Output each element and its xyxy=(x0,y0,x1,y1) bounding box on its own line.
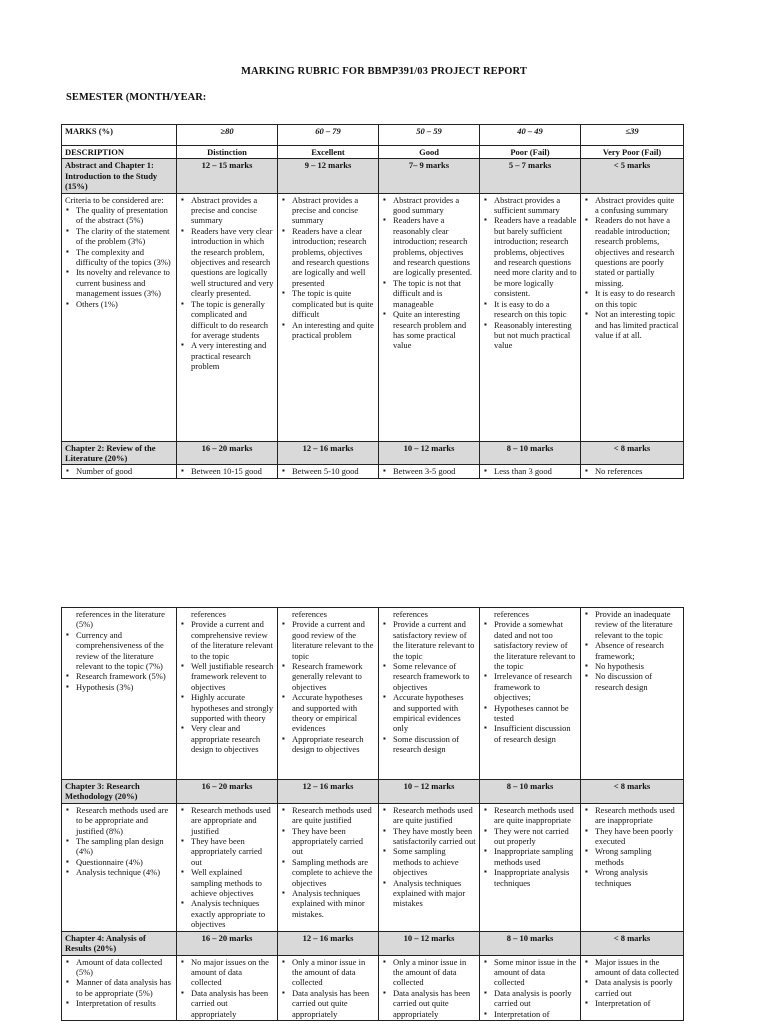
descriptor-list xyxy=(584,466,680,476)
list-item: ▪ Inappropriate sampling methods used xyxy=(494,846,577,867)
descriptor-list xyxy=(483,805,577,888)
list-item: ▪ Some sampling methods to achieve objectives xyxy=(393,846,476,877)
descriptor-list xyxy=(180,619,274,754)
marks-header-row xyxy=(62,125,684,146)
marks-band: 12 – 16 marks xyxy=(278,441,379,465)
marks-label: MARKS (%) xyxy=(62,125,177,146)
marks-band: < 8 marks xyxy=(581,441,684,465)
list-item: ▪ Highly accurate hypotheses and strongly supported with theory xyxy=(191,692,274,723)
marks-band: 5 – 7 marks xyxy=(480,159,581,193)
descriptor-cell xyxy=(480,955,581,1020)
list-item: ▪ Research methods used are inappropriate xyxy=(595,805,680,826)
list-item: ▪ Readers have very clear introduction in which the research problem, objectives and research questions are logically well structured and very clearly presented. xyxy=(191,226,274,299)
descriptor-cell xyxy=(278,465,379,478)
list-item: ▪ It is easy to do a research on this topic xyxy=(494,299,577,320)
criteria-intro: Criteria to be considered are: xyxy=(65,194,164,205)
list-item: ▪ Others (1%) xyxy=(76,299,173,309)
criteria-row-chapter2-continued xyxy=(62,608,684,780)
range-very-poor: ≤39 xyxy=(581,125,684,146)
list-item: ▪ Readers have a clear introduction; research problems, objectives and research questions are logically and well presented xyxy=(292,226,375,288)
descriptor-list xyxy=(382,195,476,351)
list-item: ▪ The clarity of the statement of the problem (3%) xyxy=(76,226,173,247)
descriptor-cell xyxy=(379,803,480,931)
criteria-list xyxy=(65,466,173,476)
list-item: ▪ Some discussion of research design xyxy=(393,734,476,755)
list-item: ▪ Analysis techniques explained with major mistakes xyxy=(393,878,476,909)
descriptor-cell xyxy=(177,955,278,1020)
section-title-chapter1: Abstract and Chapter 1: Introduction to the Study (15%) xyxy=(62,159,177,193)
list-item: ▪ They have been appropriately carried out xyxy=(292,826,375,857)
marks-band: < 5 marks xyxy=(581,159,684,193)
list-item: ▪ Hypotheses cannot be tested xyxy=(494,703,577,724)
list-item: ▪ Interpretation of xyxy=(494,1009,577,1019)
descriptor-list xyxy=(483,195,577,351)
document-title: MARKING RUBRIC FOR BBMP391/03 PROJECT REPORT xyxy=(241,66,527,77)
range-good: 50 – 59 xyxy=(379,125,480,146)
descriptor-list xyxy=(180,957,274,1019)
continuation-text: references xyxy=(191,609,226,619)
criteria-row-chapter3 xyxy=(62,803,684,931)
descriptor-list xyxy=(281,195,375,341)
descriptor-cell xyxy=(379,465,480,478)
list-item: ▪ Abstract provides a sufficient summary xyxy=(494,195,577,216)
descriptor-list xyxy=(382,805,476,909)
marks-band: 10 – 12 marks xyxy=(379,780,480,804)
descriptor-cell xyxy=(379,193,480,441)
list-item: ▪ The sampling plan design (4%) xyxy=(76,836,173,857)
list-item: ▪ Insufficient discussion of research design xyxy=(494,723,577,744)
list-item: ▪ The topic is generally complicated and difficult to do research for average students xyxy=(191,299,274,341)
list-item: ▪ Abstract provides a precise and concise summary xyxy=(292,195,375,226)
list-item: ▪ Irrelevance of research framework to objectives; xyxy=(494,671,577,702)
descriptor-list xyxy=(382,466,476,476)
descriptor-cell xyxy=(278,803,379,931)
criteria-list xyxy=(65,630,173,692)
list-item: ▪ Between 10-15 good xyxy=(191,466,274,476)
list-item: ▪ Reasonably interesting but not much practical value xyxy=(494,320,577,351)
list-item: ▪ Manner of data analysis has to be appropriate (5%) xyxy=(76,977,173,998)
section-row-chapter1 xyxy=(62,159,684,193)
descriptor-cell xyxy=(581,465,684,478)
list-item: ▪ Provide an inadequate review of the literature relevant to the topic xyxy=(595,609,680,640)
list-item: ▪ Interpretation of xyxy=(595,998,680,1008)
continuation-text: references xyxy=(393,609,428,619)
list-item: ▪ It is easy to do research on this topic xyxy=(595,288,680,309)
list-item: ▪ The quality of presentation of the abstract (5%) xyxy=(76,205,173,226)
section-title-chapter4: Chapter 4: Analysis of Results (20%) xyxy=(62,931,177,955)
list-item: ▪ Between 5-10 good xyxy=(292,466,375,476)
list-item: ▪ Well justifiable research framework relevent to objectives xyxy=(191,661,274,692)
list-item: ▪ Data analysis has been carried out quite appropriately xyxy=(393,988,476,1019)
descriptor-cell xyxy=(177,608,278,780)
marks-band: 10 – 12 marks xyxy=(379,441,480,465)
list-item: ▪ Research methods used are appropriate and justified xyxy=(191,805,274,836)
list-item: ▪ Research framework (5%) xyxy=(76,671,173,681)
list-item: ▪ No hypothesis xyxy=(595,661,680,671)
list-item: ▪ Analysis techniques explained with minor mistakes. xyxy=(292,888,375,919)
list-item: ▪ Interpretation of results xyxy=(76,998,173,1008)
list-item: ▪ No discussion of research design xyxy=(595,671,680,692)
list-item: ▪ Questionnaire (4%) xyxy=(76,857,173,867)
list-item: ▪ Hypothesis (3%) xyxy=(76,682,173,692)
section-row-chapter2 xyxy=(62,441,684,465)
list-item: ▪ The topic is not that difficult and is manageable xyxy=(393,278,476,309)
descriptor-cell xyxy=(177,193,278,441)
grade-poor: Poor (Fail) xyxy=(480,146,581,159)
list-item: ▪ They have mostly been satisfactorily carried out xyxy=(393,826,476,847)
list-item: ▪ Some minor issue in the amount of data collected xyxy=(494,957,577,988)
list-item: ▪ No references xyxy=(595,466,680,476)
grade-excellent: Excellent xyxy=(278,146,379,159)
descriptor-cell xyxy=(177,465,278,478)
marks-band: 9 – 12 marks xyxy=(278,159,379,193)
marks-band: 16 – 20 marks xyxy=(177,780,278,804)
list-item: ▪ Readers have a reasonably clear introduction; research problems, objectives and research questions are logically presented. xyxy=(393,215,476,277)
descriptor-list xyxy=(180,195,274,372)
list-item: ▪ Inappropriate analysis techniques xyxy=(494,867,577,888)
marks-band: 8 – 10 marks xyxy=(480,441,581,465)
list-item: ▪ A very interesting and practical research problem xyxy=(191,340,274,371)
criteria-cell xyxy=(62,803,177,931)
descriptor-cell xyxy=(480,465,581,478)
section-title-chapter2: Chapter 2: Review of the Literature (20%) xyxy=(62,441,177,465)
descriptor-list xyxy=(584,805,680,888)
rubric-table-page2 xyxy=(61,607,684,1021)
descriptor-list xyxy=(584,195,680,341)
criteria-list xyxy=(65,957,173,1009)
section-row-chapter3 xyxy=(62,780,684,804)
marks-band: 8 – 10 marks xyxy=(480,931,581,955)
list-item: ▪ No major issues on the amount of data collected xyxy=(191,957,274,988)
descriptor-list xyxy=(584,957,680,1009)
list-item: ▪ Research methods used are to be appropriate and justified (8%) xyxy=(76,805,173,836)
description-label: DESCRIPTION xyxy=(62,146,177,159)
list-item: ▪ The topic is quite complicated but is quite difficult xyxy=(292,288,375,319)
descriptor-cell xyxy=(480,803,581,931)
list-item: ▪ Only a minor issue in the amount of data collected xyxy=(393,957,476,988)
list-item: ▪ Data analysis has been carried out appropriately xyxy=(191,988,274,1019)
descriptor-cell xyxy=(581,608,684,780)
list-item: ▪ Wrong analysis techniques xyxy=(595,867,680,888)
descriptor-cell xyxy=(581,803,684,931)
descriptor-list xyxy=(382,957,476,1019)
criteria-row-chapter2 xyxy=(62,465,684,478)
descriptor-cell xyxy=(379,608,480,780)
list-item: ▪ Major issues in the amount of data collected xyxy=(595,957,680,978)
list-item: ▪ Research methods used are quite justified xyxy=(393,805,476,826)
criteria-cell xyxy=(62,465,177,478)
range-excellent: 60 – 79 xyxy=(278,125,379,146)
marks-band: 12 – 16 marks xyxy=(278,931,379,955)
list-item: ▪ Less than 3 good xyxy=(494,466,577,476)
marks-band: < 8 marks xyxy=(581,931,684,955)
marks-band: 16 – 20 marks xyxy=(177,931,278,955)
list-item: ▪ An interesting and quite practical problem xyxy=(292,320,375,341)
list-item: ▪ Number of good xyxy=(76,466,173,476)
list-item: ▪ Appropriate research design to objectives xyxy=(292,734,375,755)
descriptor-list xyxy=(584,609,680,692)
descriptor-cell xyxy=(278,608,379,780)
descriptor-list xyxy=(180,805,274,930)
marks-band: 12 – 16 marks xyxy=(278,780,379,804)
grade-header-row xyxy=(62,146,684,159)
criteria-row-chapter1 xyxy=(62,193,684,441)
descriptor-cell xyxy=(278,193,379,441)
descriptor-list xyxy=(281,466,375,476)
continuation-text: references xyxy=(292,609,327,619)
descriptor-list xyxy=(281,957,375,1019)
criteria-list xyxy=(65,205,173,309)
semester-label: SEMESTER (MONTH/YEAR: xyxy=(66,92,207,103)
section-title-chapter3: Chapter 3: Research Methodology (20%) xyxy=(62,780,177,804)
list-item: ▪ Accurate hypotheses and supported with empirical evidences only xyxy=(393,692,476,734)
list-item: ▪ Accurate hypotheses and supported with theory or empirical evidences xyxy=(292,692,375,734)
descriptor-list xyxy=(281,619,375,754)
list-item: ▪ Data analysis is poorly carried out xyxy=(595,977,680,998)
list-item: ▪ Between 3-5 good xyxy=(393,466,476,476)
descriptor-cell xyxy=(278,955,379,1020)
list-item: ▪ Its novelty and relevance to current business and management issues (3%) xyxy=(76,267,173,298)
descriptor-list xyxy=(483,466,577,476)
descriptor-cell xyxy=(177,803,278,931)
list-item: ▪ Absence of research framework; xyxy=(595,640,680,661)
list-item: ▪ Only a minor issue in the amount of data collected xyxy=(292,957,375,988)
list-item: ▪ Research framework generally relevant to objectives xyxy=(292,661,375,692)
criteria-row-chapter4 xyxy=(62,955,684,1020)
list-item: ▪ Research methods used are quite inappropriate xyxy=(494,805,577,826)
marks-band: < 8 marks xyxy=(581,780,684,804)
criteria-list xyxy=(65,805,173,878)
list-item: ▪ Abstract provides quite a confusing summary xyxy=(595,195,680,216)
criteria-cell xyxy=(62,608,177,780)
list-item: ▪ Abstract provides a good summary xyxy=(393,195,476,216)
criteria-cell xyxy=(62,193,177,441)
list-item: ▪ Sampling methods are complete to achieve the objectives xyxy=(292,857,375,888)
list-item: ▪ Quite an interesting research problem and has some practical value xyxy=(393,309,476,351)
descriptor-list xyxy=(382,619,476,754)
list-item: ▪ Provide a current and good review of the literature relevant to the topic xyxy=(292,619,375,661)
list-item: ▪ They have been poorly executed xyxy=(595,826,680,847)
list-item: ▪ Research methods used are quite justified xyxy=(292,805,375,826)
list-item: ▪ Analysis technique (4%) xyxy=(76,867,173,877)
list-item: ▪ Not an interesting topic and has limited practical value if at all. xyxy=(595,309,680,340)
marks-band: 10 – 12 marks xyxy=(379,931,480,955)
descriptor-cell xyxy=(480,193,581,441)
grade-distinction: Distinction xyxy=(177,146,278,159)
range-poor: 40 – 49 xyxy=(480,125,581,146)
list-item: ▪ Well explained sampling methods to achieve objectives xyxy=(191,867,274,898)
marks-band: 12 – 15 marks xyxy=(177,159,278,193)
list-item: ▪ They have been appropriately carried out xyxy=(191,836,274,867)
list-item: ▪ Very clear and appropriate research design to objectives xyxy=(191,723,274,754)
list-item: ▪ Provide a somewhat dated and not too satisfactory review of the literature relevant to the topic xyxy=(494,619,577,671)
descriptor-list xyxy=(281,805,375,919)
list-item: ▪ Provide a current and satisfactory review of the literature relevant to the topic xyxy=(393,619,476,661)
descriptor-cell xyxy=(581,193,684,441)
list-item: ▪ Analysis techniques exactly appropriate to objectives xyxy=(191,898,274,929)
continuation-text: references xyxy=(494,609,529,619)
descriptor-cell xyxy=(379,955,480,1020)
list-item: ▪ They were not carried out properly xyxy=(494,826,577,847)
marks-band: 16 – 20 marks xyxy=(177,441,278,465)
descriptor-cell xyxy=(480,608,581,780)
descriptor-list xyxy=(180,466,274,476)
descriptor-list xyxy=(483,957,577,1019)
list-item: ▪ Amount of data collected (5%) xyxy=(76,957,173,978)
list-item: ▪ The complexity and difficulty of the topics (3%) xyxy=(76,247,173,268)
list-item: ▪ Some relevance of research framework to objectives xyxy=(393,661,476,692)
criteria-cell xyxy=(62,955,177,1020)
list-item: ▪ Data analysis has been carried out quite appropriately xyxy=(292,988,375,1019)
list-item: ▪ Readers have a readable but barely sufficient introduction; research problems, objectives and research questions need more clarity and to be more logically consistent. xyxy=(494,215,577,298)
marks-band: 7– 9 marks xyxy=(379,159,480,193)
range-distinction: ≥80 xyxy=(177,125,278,146)
list-item: ▪ Provide a current and comprehensive review of the literature relevant to the topic xyxy=(191,619,274,661)
list-item: ▪ Currency and comprehensiveness of the review of the literature relevant to the topic (7%) xyxy=(76,630,173,672)
list-item: ▪ Wrong sampling methods xyxy=(595,846,680,867)
list-item: ▪ Data analysis is poorly carried out xyxy=(494,988,577,1009)
criteria-continuation: references in the literature (5%) xyxy=(76,609,165,630)
list-item: ▪ Abstract provides a precise and concise summary xyxy=(191,195,274,226)
section-row-chapter4 xyxy=(62,931,684,955)
descriptor-cell xyxy=(581,955,684,1020)
grade-very-poor: Very Poor (Fail) xyxy=(581,146,684,159)
list-item: ▪ Readers do not have a readable introduction; research problems, objectives and research questions are poorly stated or partially missing. xyxy=(595,215,680,288)
rubric-table-page1 xyxy=(61,124,684,479)
marks-band: 8 – 10 marks xyxy=(480,780,581,804)
descriptor-list xyxy=(483,619,577,744)
grade-good: Good xyxy=(379,146,480,159)
